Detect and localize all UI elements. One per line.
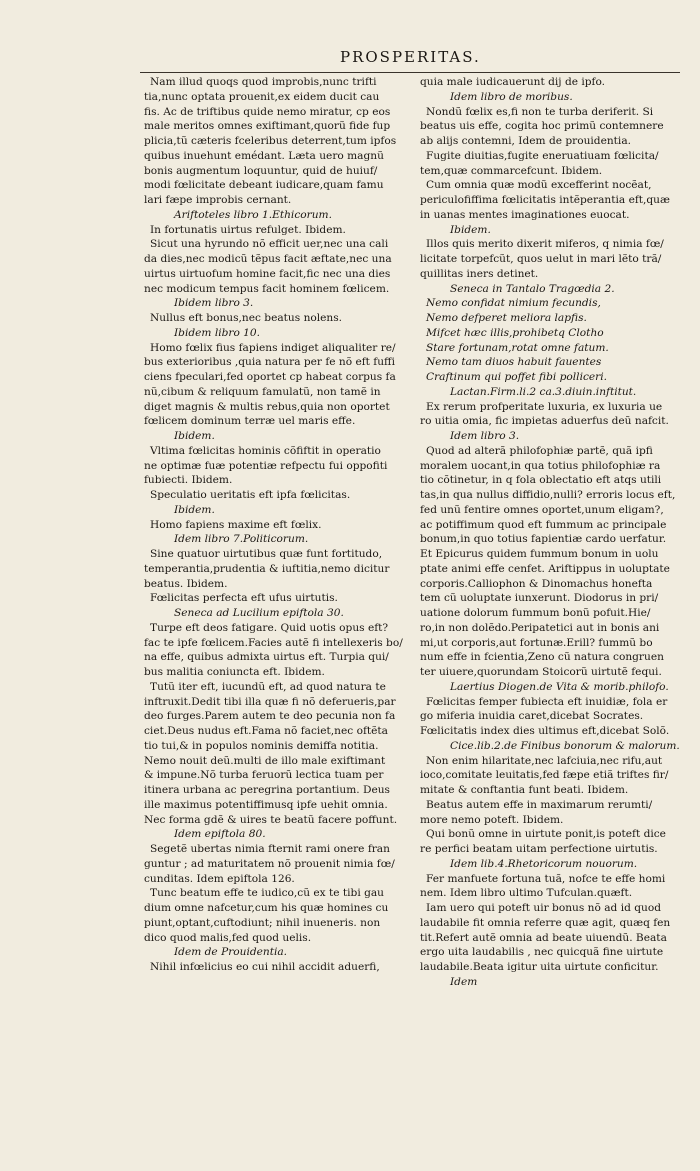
text-line: tem cũ uoluptate iunxerunt. Diodorus in pri/ [420,592,659,605]
citation-line: Idem libro de moribus. [450,90,573,103]
text-line: Sine quatuor uirtutibus quæ funt fortitudo, [150,548,383,560]
text-line: itinera urbana ac peregrina portantium. Deus [144,784,390,796]
text-line: Beatus autem effe in maximarum rerumti/ [426,798,653,811]
text-line: Stare fortunam,rotat omne fatum. [426,341,609,354]
text-line: Vltima fœlicitas hominis cõfiftit in operatio [150,444,381,457]
citation-line: Idem libro 7.Politicorum. [174,533,309,546]
citation-line: Seneca ad Lucilium epiftola 30. [174,607,344,619]
text-line: na effe, quibus admixta uirtus eft. Turpia qui/ [144,651,389,664]
text-line: Nullus eft bonus,nec beatus nolens. [150,312,343,324]
text-line: fed unũ fentire omnes oportet,unum eligam?, [420,503,664,516]
text-line: re perfici beatam uitam perfectione uirtutis. [420,843,658,855]
text-line: nem. Idem libro ultimo Tufculan.quæft. [420,887,633,900]
text-line: dico quod malis,fed quod uelis. [144,931,312,944]
text-line: ioco,comitate leuitatis,fed fæpe etiã triftes fir/ [420,769,669,782]
text-line: Homo fœlix fius fapiens indiget aliqualiter re/ [150,341,396,354]
text-line: bus malitia coniuncta eft. Ibidem. [144,666,325,678]
text-line: ro,in non dolẽdo.Peripatetici aut in bonis ani [420,621,660,634]
text-line: male meritos omnes exiftimant,quorũ fide fup [144,120,391,133]
text-line: lari fæpe improbis cernant. [144,194,292,206]
text-line: licitate torpefcũt, quos uelut in mari lẽto trã/ [420,253,662,265]
text-line: plicia,tũ cæteris fceleribus deterrent,tum ipfos [144,135,397,147]
citation-line: Ibidem. [450,223,491,236]
text-line: Cum omnia quæ modũ excefferint nocẽat, [426,179,652,192]
text-line: cunditas. Idem epiftola 126. [144,872,295,885]
text-line: nec modicum tempus facit hominem fœlicem. [144,282,390,295]
text-line: Non enim hilaritate,nec lafciuia,nec rifu,aut [426,754,663,767]
text-line: ne optimæ fuæ potentiæ refpectu fui oppofiti [144,459,388,472]
text-line: piunt,optant,cuftodiunt; nihil inueneris. non [144,916,381,929]
text-line: quibus inuehunt emédant. Læta uero magnũ [144,149,384,162]
text-line: bonis augmentum loquuntur, quid de huiuf/ [144,164,378,177]
text-line: & impune.Nõ turba feruorũ lectica tuam per [144,769,384,782]
text-line: Iam uero qui poteft uir bonus nõ ad id quod [426,902,661,914]
citation-line: Ariftoteles libro 1.Ethicorum. [174,208,332,221]
text-line: Craftinum qui poffet fibi polliceri. [426,371,607,383]
citation-line: Idem libro 3. [450,430,520,442]
text-line: fœlicem dominum terræ uel maris effe. [144,415,356,428]
text-line: Fœlicitas perfecta eft ufus uirtutis. [150,592,338,605]
running-head: PROSPERITAS. [340,48,481,66]
citation-line: Cice.lib.2.de Finibus bonorum & malorum. [450,739,680,752]
citation-line: Idem lib.4.Rhetoricorum nouorum. [450,857,638,870]
text-line: ciet.Deus nudus eft.Fama nõ faciet,nec oftẽta [144,725,388,737]
text-line: guntur ; ad maturitatem nõ prouenit nimia fœ/ [144,857,395,870]
text-line: Homo fapiens maxime eft fœlix. [150,518,322,531]
citation-line: Ibidem libro 3. [174,297,254,310]
text-line: Nemo defperet meliora lapfis. [426,312,587,324]
text-line: tem,quæ commarcefcunt. Ibidem. [420,164,603,177]
citation-line: Ibidem. [174,503,215,516]
text-line: Nec forma gdẽ & uires te beatũ facere poffunt. [144,813,398,826]
text-line: mitate & conftantia funt beati. Ibidem. [420,784,629,796]
text-line: Ex rerum profperitate luxuria, ex luxuria ue [426,400,663,413]
text-line: quia male iudicauerunt dij de ipfo. [420,76,606,88]
text-line: in uanas mentes imaginationes euocat. [420,208,630,221]
text-line: tas,in qua nullus diffidio,nulli? erroris locus eft, [420,489,676,501]
text-line: laudabile fit omnia referre quæ agit, quæq fen [420,916,671,929]
text-line: deo furges.Parem autem te deo pecunia non fa [144,710,396,723]
text-line: ptate animi effe cenfet. Ariftippus in uoluptate [420,562,670,575]
text-line: Fugite diuitias,fugite eneruatiuam fœlicita/ [426,149,659,162]
text-line: ac potiffimum quod eft fummum ac principale [420,518,667,531]
text-line: moralem uocant,in qua totius philofophiæ ra [420,459,661,472]
right-text-column [420,75,686,990]
text-line: Nihil infœlicius eo cui nihil accidit aduerfi, [150,961,380,973]
text-line: nũ,cibum & reliquum famulatũ, non tamẽ in [144,385,381,398]
text-line: Tutũ iter eft, iucundũ eft, ad quod natura te [150,680,386,693]
text-line: bonum,in quo totius fapientiæ cardo uerfatur. [420,533,667,546]
text-line: Sicut una hyrundo nõ efficit uer,nec una cali [150,238,389,251]
text-line: Segetẽ ubertas nimia fternit rami onere fran [150,843,390,855]
text-line: tio cõtinetur, in q fola oblectatio eft atqs utili [420,474,662,487]
header-rule [140,72,680,73]
text-line: Nondũ fœlix es,fi non te turba deriferit. Si [426,105,654,118]
text-line: mi,ut corporis,aut fortunæ.Erill? fummũ bo [420,636,653,649]
text-line: modi fœlicitate debeant iudicare,quam famu [144,179,384,192]
citation-line: Idem [450,975,478,988]
text-line: tia,nunc optata prouenit,ex eidem ducit cau [144,90,380,103]
text-line: In fortunatis uirtus refulget. Ibidem. [150,223,346,236]
text-line: more nemo poteft. Ibidem. [420,813,564,826]
citation-line: Seneca in Tantalo Tragœdia 2. [450,282,615,295]
text-line: Quod ad alterã philofophiæ partẽ, quã ipfi [426,444,653,457]
text-line: ciens fpeculari,fed oportet cp habeat corpus fa [144,371,396,383]
text-line: ter uiuere,quorundam Stoicorũ uirtutẽ fequi. [420,666,662,678]
text-line: go miferia inuidia caret,dicebat Socrates. [420,710,644,723]
text-line: corporis.Calliophon & Dinomachus honefta [420,577,653,590]
text-line: Fer manfuete fortuna tuã, nofce te effe homi [426,872,666,885]
text-line: ergo uita laudabilis , nec quicquã fine uirtute [420,946,664,959]
text-line: Nemo confidat nimium fecundis, [426,297,601,310]
citation-line: Idem epiftola 80. [174,828,266,841]
text-line: laudabile.Beata igitur uita uirtute conficitur. [420,961,659,973]
text-line: Nemo nouit deũ.multi de illo male exiftimant [144,754,386,767]
citation-line: Lactan.Firm.li.2 ca.3.diuin.inftitut. [450,385,637,398]
text-line: Fœlicitatis index dies ultimus eft,dicebat Solõ. [420,725,670,737]
text-line: Mifcet hæc illis,prohibetq Clotho [426,326,604,339]
text-line: dium omne nafcetur,cum his quæ homines cu [144,902,389,914]
text-line: fubiecti. Ibidem. [144,474,233,487]
text-line: fis. Ac de triftibus quide nemo miratur, cp eos [144,105,391,118]
text-line: uirtus uirtuofum homine facit,fic nec una dies [144,267,391,280]
text-line: Fœlicitas femper fubiecta eft inuidiæ, fola er [426,695,668,708]
text-line: Nemo tam diuos habuit fauentes [426,356,602,369]
text-line: Turpe eft deos fatigare. Quid uotis opus eft? [150,621,389,634]
text-line: ille maximus potentiffimusq ipfe uehit omnia. [144,798,388,811]
text-line: Nam illud quoqs quod improbis,nunc trifti [150,76,377,88]
text-line: Speculatio ueritatis eft ipfa fœlicitas. [150,489,351,501]
text-line: Illos quis merito dixerit miferos, q nimia fœ/ [426,238,664,251]
text-line: periculofiffima fœlicitatis intẽperantia eft,quæ [420,194,670,206]
text-line: tit.Refert autẽ omnia ad beate uiuendũ. Beata [420,931,667,944]
text-line: beatus uis effe, cogita hoc primũ contemnere [420,120,664,133]
text-line: tio tui,& in populos nominis demiffa notitia. [144,739,379,752]
text-line: quillitas iners detinet. [420,267,539,280]
text-line: ro uitia omia, fic impietas aduerfus deũ nafcit. [420,415,669,428]
citation-line: Laertius Diogen.de Vita & morib.philofo. [450,680,669,693]
citation-line: Idem de Prouidentia. [174,946,288,959]
text-line: inftruxit.Dedit tibi illa quæ fi nõ deferueris,par [144,695,396,708]
text-line: temperantia,prudentia & iuftitia,nemo dicitur [144,562,390,575]
text-line: uatione dolorum fummum bonũ pofuit.Hie/ [420,607,651,619]
text-line: bus exterioribus ,quia natura per fe nõ eft fuffi [144,356,395,369]
left-text-column [144,75,418,975]
citation-line: Ibidem libro 10. [174,326,261,339]
text-line: Qui bonũ omne in uirtute ponit,is poteft dice [426,828,666,841]
text-line: beatus. Ibidem. [144,577,228,590]
text-line: Tunc beatum effe te iudico,cũ ex te tibi gau [150,887,384,900]
text-line: fac te ipfe fœlicem.Facies autẽ fi intellexeris bo/ [144,636,403,649]
text-line: diget magnis & multis rebus,quia non oportet [144,400,390,413]
text-line: da dies,nec modicũ tẽpus facit æftate,nec una [144,253,392,265]
text-line: ab alijs contemni, Idem de prouidentia. [420,135,632,147]
text-line: num effe in fcientia,Zeno cũ natura congruen [420,651,664,664]
text-line: Et Epicurus quidem fummum bonum in uolu [420,548,659,560]
citation-line: Ibidem. [174,430,215,442]
